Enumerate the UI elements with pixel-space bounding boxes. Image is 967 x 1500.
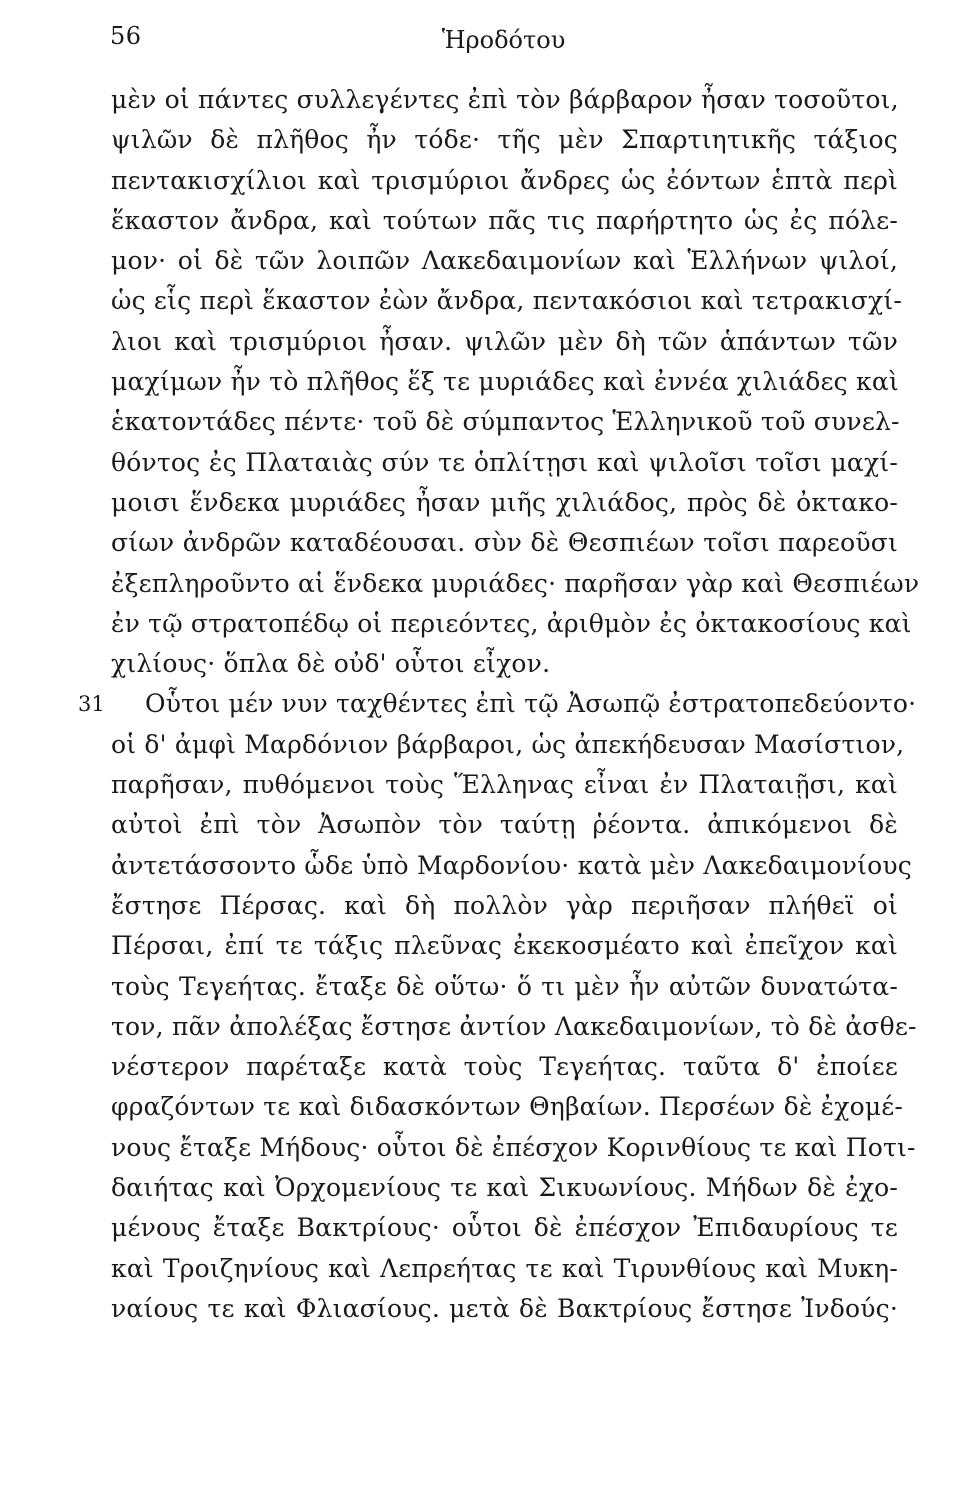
text-line: ψιλῶν δὲ πλῆθος ἦν τόδε· τῆς μὲν Σπαρτιητικῆς τάξιος <box>111 125 898 155</box>
text-line: τοὺς Τεγεήτας. ἔταξε δὲ οὕτω· ὅ τι μὲν ἦν αὐτῶν δυνατώτα- <box>111 971 898 1001</box>
text-line: μένους ἔταξε Βακτρίους· οὗτοι δὲ ἐπέσχον Ἐπιδαυρίους τε <box>111 1213 898 1243</box>
text-line: ὡς εἷς περὶ ἕκαστον ἐὼν ἄνδρα, πεντακόσιοι καὶ τετρακισχί- <box>111 286 903 316</box>
text-line: ἐν τῷ στρατοπέδῳ οἱ περιεόντες, ἀριθμὸν ἐς ὀκτακοσίους καὶ <box>111 608 912 638</box>
text-line: ἕκαστον ἄνδρα, καὶ τούτων πᾶς τις παρήρτητο ὡς ἐς πόλε- <box>111 205 898 235</box>
paragraph-2 <box>78 684 917 1329</box>
page-number: 56 <box>110 22 142 50</box>
text-line: πεντακισχίλιοι καὶ τρισμύριοι ἄνδρες ὡς ἐόντων ἑπτὰ περὶ <box>111 165 898 195</box>
text-line: χιλίους· ὅπλα δὲ οὐδ' οὗτοι εἶχον. <box>111 649 551 679</box>
text-line: ἑκατοντάδες πέντε· τοῦ δὲ σύμπαντος Ἑλληνικοῦ τοῦ συνελ- <box>111 407 900 437</box>
text-line: ναίους τε καὶ Φλιασίους. μετὰ δὲ Βακτρίους ἔστησε Ἰνδούς· <box>111 1293 898 1323</box>
text-line: Πέρσαι, ἐπί τε τάξις πλεῦνας ἐκεκοσμέατο καὶ ἐπεῖχον καὶ <box>111 931 898 961</box>
text-line: νους ἔταξε Μήδους· οὗτοι δὲ ἐπέσχον Κορινθίους τε καὶ Ποτι- <box>111 1132 916 1162</box>
text-line: Οὗτοι μέν νυν ταχθέντες ἐπὶ τῷ Ἀσωπῷ ἐστρατοπεδεύοντο· <box>145 689 917 719</box>
section-number: 31 <box>78 692 105 717</box>
text-line: παρῆσαν, πυθόμενοι τοὺς Ἕλληνας εἶναι ἐν Πλαταιῇσι, καὶ <box>111 770 898 800</box>
running-head: Ἡροδότου <box>441 26 566 54</box>
text-line: μον· οἱ δὲ τῶν λοιπῶν Λακεδαιμονίων καὶ Ἑλλήνων ψιλοί, <box>111 246 898 276</box>
text-line: ἀντετάσσοντο ὧδε ὑπὸ Μαρδονίου· κατὰ μὲν Λακεδαιμονίους <box>111 850 912 880</box>
paragraph-1 <box>111 80 920 684</box>
text-line: δαιήτας καὶ Ὀρχομενίους τε καὶ Σικυωνίους. Μήδων δὲ ἐχο- <box>111 1173 898 1203</box>
text-line: νέστερον παρέταξε κατὰ τοὺς Τεγεήτας. ταῦτα δ' ἐποίεε <box>111 1052 898 1082</box>
text-line: καὶ Τροιζηνίους καὶ Λεπρεήτας τε καὶ Τιρυνθίους καὶ Μυκη- <box>111 1253 898 1283</box>
text-line: ἐξεπληροῦντο αἱ ἕνδεκα μυριάδες· παρῆσαν γὰρ καὶ Θεσπιέων <box>111 568 920 598</box>
text-line: ἔστησε Πέρσας. καὶ δὴ πολλὸν γὰρ περιῆσαν πλήθεϊ οἱ <box>111 890 898 920</box>
text-line: θόντος ἐς Πλαταιὰς σύν τε ὁπλίτῃσι καὶ ψιλοῖσι τοῖσι μαχί- <box>111 447 898 477</box>
text-line: οἱ δ' ἀμφὶ Μαρδόνιον βάρβαροι, ὡς ἀπεκήδευσαν Μασίστιον, <box>111 729 905 759</box>
text-line: μαχίμων ἦν τὸ πλῆθος ἕξ τε μυριάδες καὶ ἐννέα χιλιάδες καὶ <box>111 367 899 397</box>
text-line: μοισι ἕνδεκα μυριάδες ἦσαν μιῆς χιλιάδος, πρὸς δὲ ὀκτακο- <box>111 487 898 517</box>
text-line: σίων ἀνδρῶν καταδέουσαι. σὺν δὲ Θεσπιέων τοῖσι παρεοῦσι <box>111 528 898 558</box>
text-line: φραζόντων τε καὶ διδασκόντων Θηβαίων. Περσέων δὲ ἐχομέ- <box>111 1092 904 1122</box>
text-line: λιοι καὶ τρισμύριοι ἦσαν. ψιλῶν μὲν δὴ τῶν ἁπάντων τῶν <box>111 326 898 356</box>
text-line: τον, πᾶν ἀπολέξας ἔστησε ἀντίον Λακεδαιμονίων, τὸ δὲ ἀσθε- <box>111 1011 917 1041</box>
text-line: αὐτοὶ ἐπὶ τὸν Ἀσωπὸν τὸν ταύτῃ ῥέοντα. ἀπικόμενοι δὲ <box>111 810 898 840</box>
body-text <box>78 80 920 1329</box>
text-line: μὲν οἱ πάντες συλλεγέντες ἐπὶ τὸν βάρβαρον ἦσαν τοσοῦτοι, <box>111 85 899 114</box>
